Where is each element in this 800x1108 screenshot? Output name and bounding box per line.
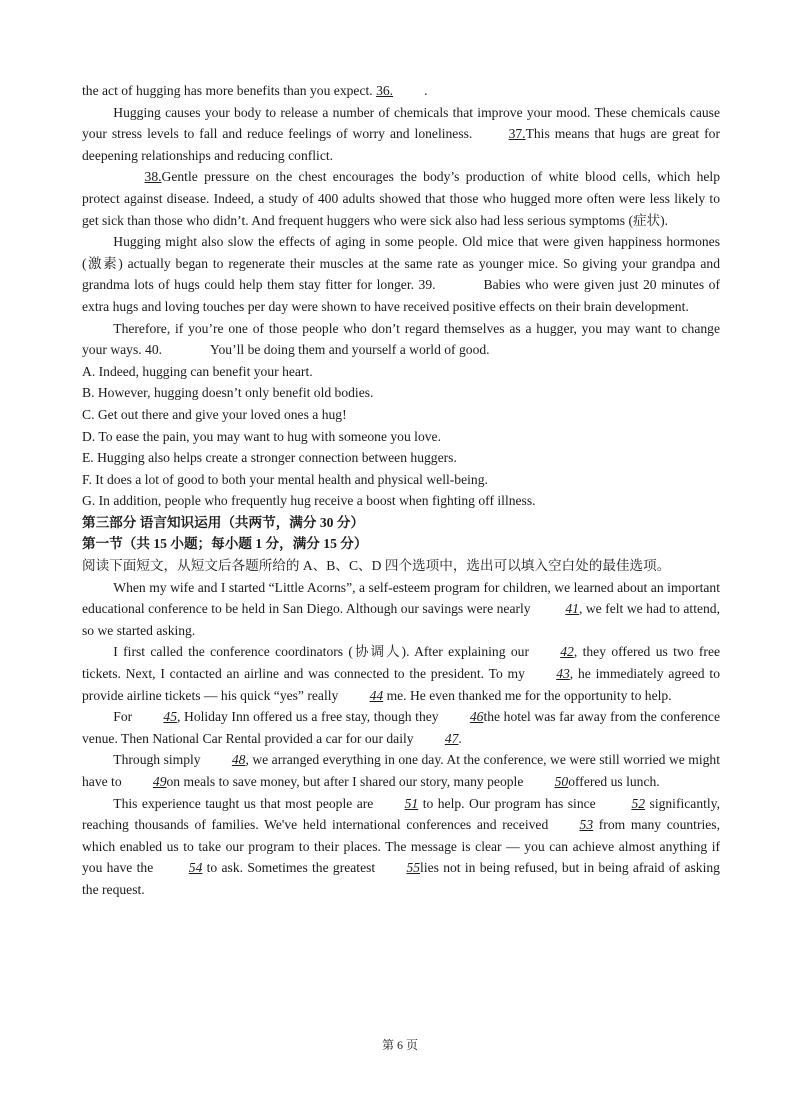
option-g: G. In addition, people who frequently hug receive a boost when fighting off illness. [82,493,536,509]
section-subtitle: 第一节（共 15 小题；每小题 1 分，满分 15 分） [82,536,368,552]
option-e: E. Hugging also helps create a stronger connection between huggers. [82,450,457,466]
section-instruction: 阅读下面短文，从短文后各题所给的 A、B、C、D 四个选项中，选出可以填入空白处的最佳选项。 [82,558,671,574]
cloze-paragraph-2: I first called the conference coordinators (协调人). After explaining our 42, they offered us two free tickets. Next, I contacted an airline and was connected to the president. To my 43, he immediately agreed to provide airline tickets — his quick “yes” really 44 me. He even thanked me for the opportunity to help. [82,641,720,706]
option-a: A. Indeed, hugging can benefit your heart. [82,363,313,379]
cloze-paragraph-5: This experience taught us that most people are 51 to help. Our program has since 52 significantly, reaching thousands of families. We've held international conferences and received 53 from many countries, which enabled us to take our program to their places. The message is clear — you can achieve almost anything if you have the 54 to ask. Sometimes the greatest 55lies not in being refused, but in being afraid of asking the request. [82,793,720,901]
cloze-blank-52[interactable]: 52 [631,795,646,811]
reading-paragraph-2: 38.Gentle pressure on the chest encourages the body’s production of white blood cells, which help protect against disease. Indeed, a study of 400 adults showed that those who hugged more often were less likely to get sick than those who didn’t. And frequent huggers who were sick also had less serious symptoms (症状). [82,166,720,231]
cloze-paragraph-3: For 45, Holiday Inn offered us a free stay, though they 46the hotel was far away from the conference venue. Then National Car Rental provided a car for our daily 47. [82,706,720,749]
cloze-blank-51[interactable]: 51 [404,795,419,811]
cloze-blank-48[interactable]: 48 [231,752,246,768]
cloze-paragraph-4: Through simply 48, we arranged everything in one day. At the conference, we were still worried we might have to 49on meals to save money, but after I shared our story, many people 50offered us lunch. [82,749,720,792]
cloze-blank-47[interactable]: 47 [444,730,459,746]
reading-paragraph-0: the act of hugging has more benefits than you expect. 36. . [82,80,720,102]
document-page [82,80,720,901]
option-f: F. It does a lot of good to both your mental health and physical well-being. [82,471,488,487]
answer-blank-36[interactable]: 36. [376,83,394,98]
answer-blank-37[interactable]: 37. [508,126,526,142]
option-d: D. To ease the pain, you may want to hug with someone you love. [82,428,441,444]
reading-paragraph-4: Therefore, if you’re one of those people who don’t regard themselves as a hugger, you may want to change your ways. 40. You’ll be doing them and yourself a world of good. [82,320,720,358]
cloze-paragraph-1: When my wife and I started “Little Acorns”, a self-esteem program for children, we learned about an important educational conference to be held in San Diego. Although our savings were nearly 41, we felt we had to attend, so we started asking. [82,579,721,638]
cloze-blank-55[interactable]: 55 [406,860,421,876]
option-c: C. Get out there and give your loved ones a hug! [82,406,347,422]
reading-paragraph-3: Hugging might also slow the effects of aging in some people. Old mice that were given happiness hormones (激素) actually began to regenerate their muscles at the same rate as younger mice. So giving your grandpa and grandma lots of hugs could help them stay fitter for longer. 39. Babies who were given just 20 minutes of extra hugs and loving touches per day were shown to have received positive effects on their brain development. [82,234,720,314]
cloze-blank-44[interactable]: 44 [369,687,384,703]
cloze-blank-50[interactable]: 50 [554,774,569,789]
cloze-blank-41[interactable]: 41 [565,601,579,617]
cloze-blank-43[interactable]: 43 [556,666,570,682]
reading-paragraph-1: Hugging causes your body to release a number of chemicals that improve your mood. These chemicals cause your stress levels to fall and reduce feelings of worry and loneliness. 37.This means that hugs are great for deepening relationships and reducing conflict. [82,104,720,163]
cloze-blank-42[interactable]: 42 [560,644,574,660]
cloze-blank-45[interactable]: 45 [163,709,178,725]
cloze-blank-46[interactable]: 46 [469,709,484,725]
section-title: 第三部分 语言知识运用（共两节，满分 30 分） [82,514,365,530]
cloze-blank-53[interactable]: 53 [579,817,594,833]
option-b: B. However, hugging doesn’t only benefit old bodies. [82,385,374,401]
cloze-blank-49[interactable]: 49 [152,774,167,789]
answer-blank-38[interactable]: 38. [144,169,162,185]
cloze-blank-54[interactable]: 54 [188,860,203,876]
page-number: 第 6 页 [381,1038,418,1052]
